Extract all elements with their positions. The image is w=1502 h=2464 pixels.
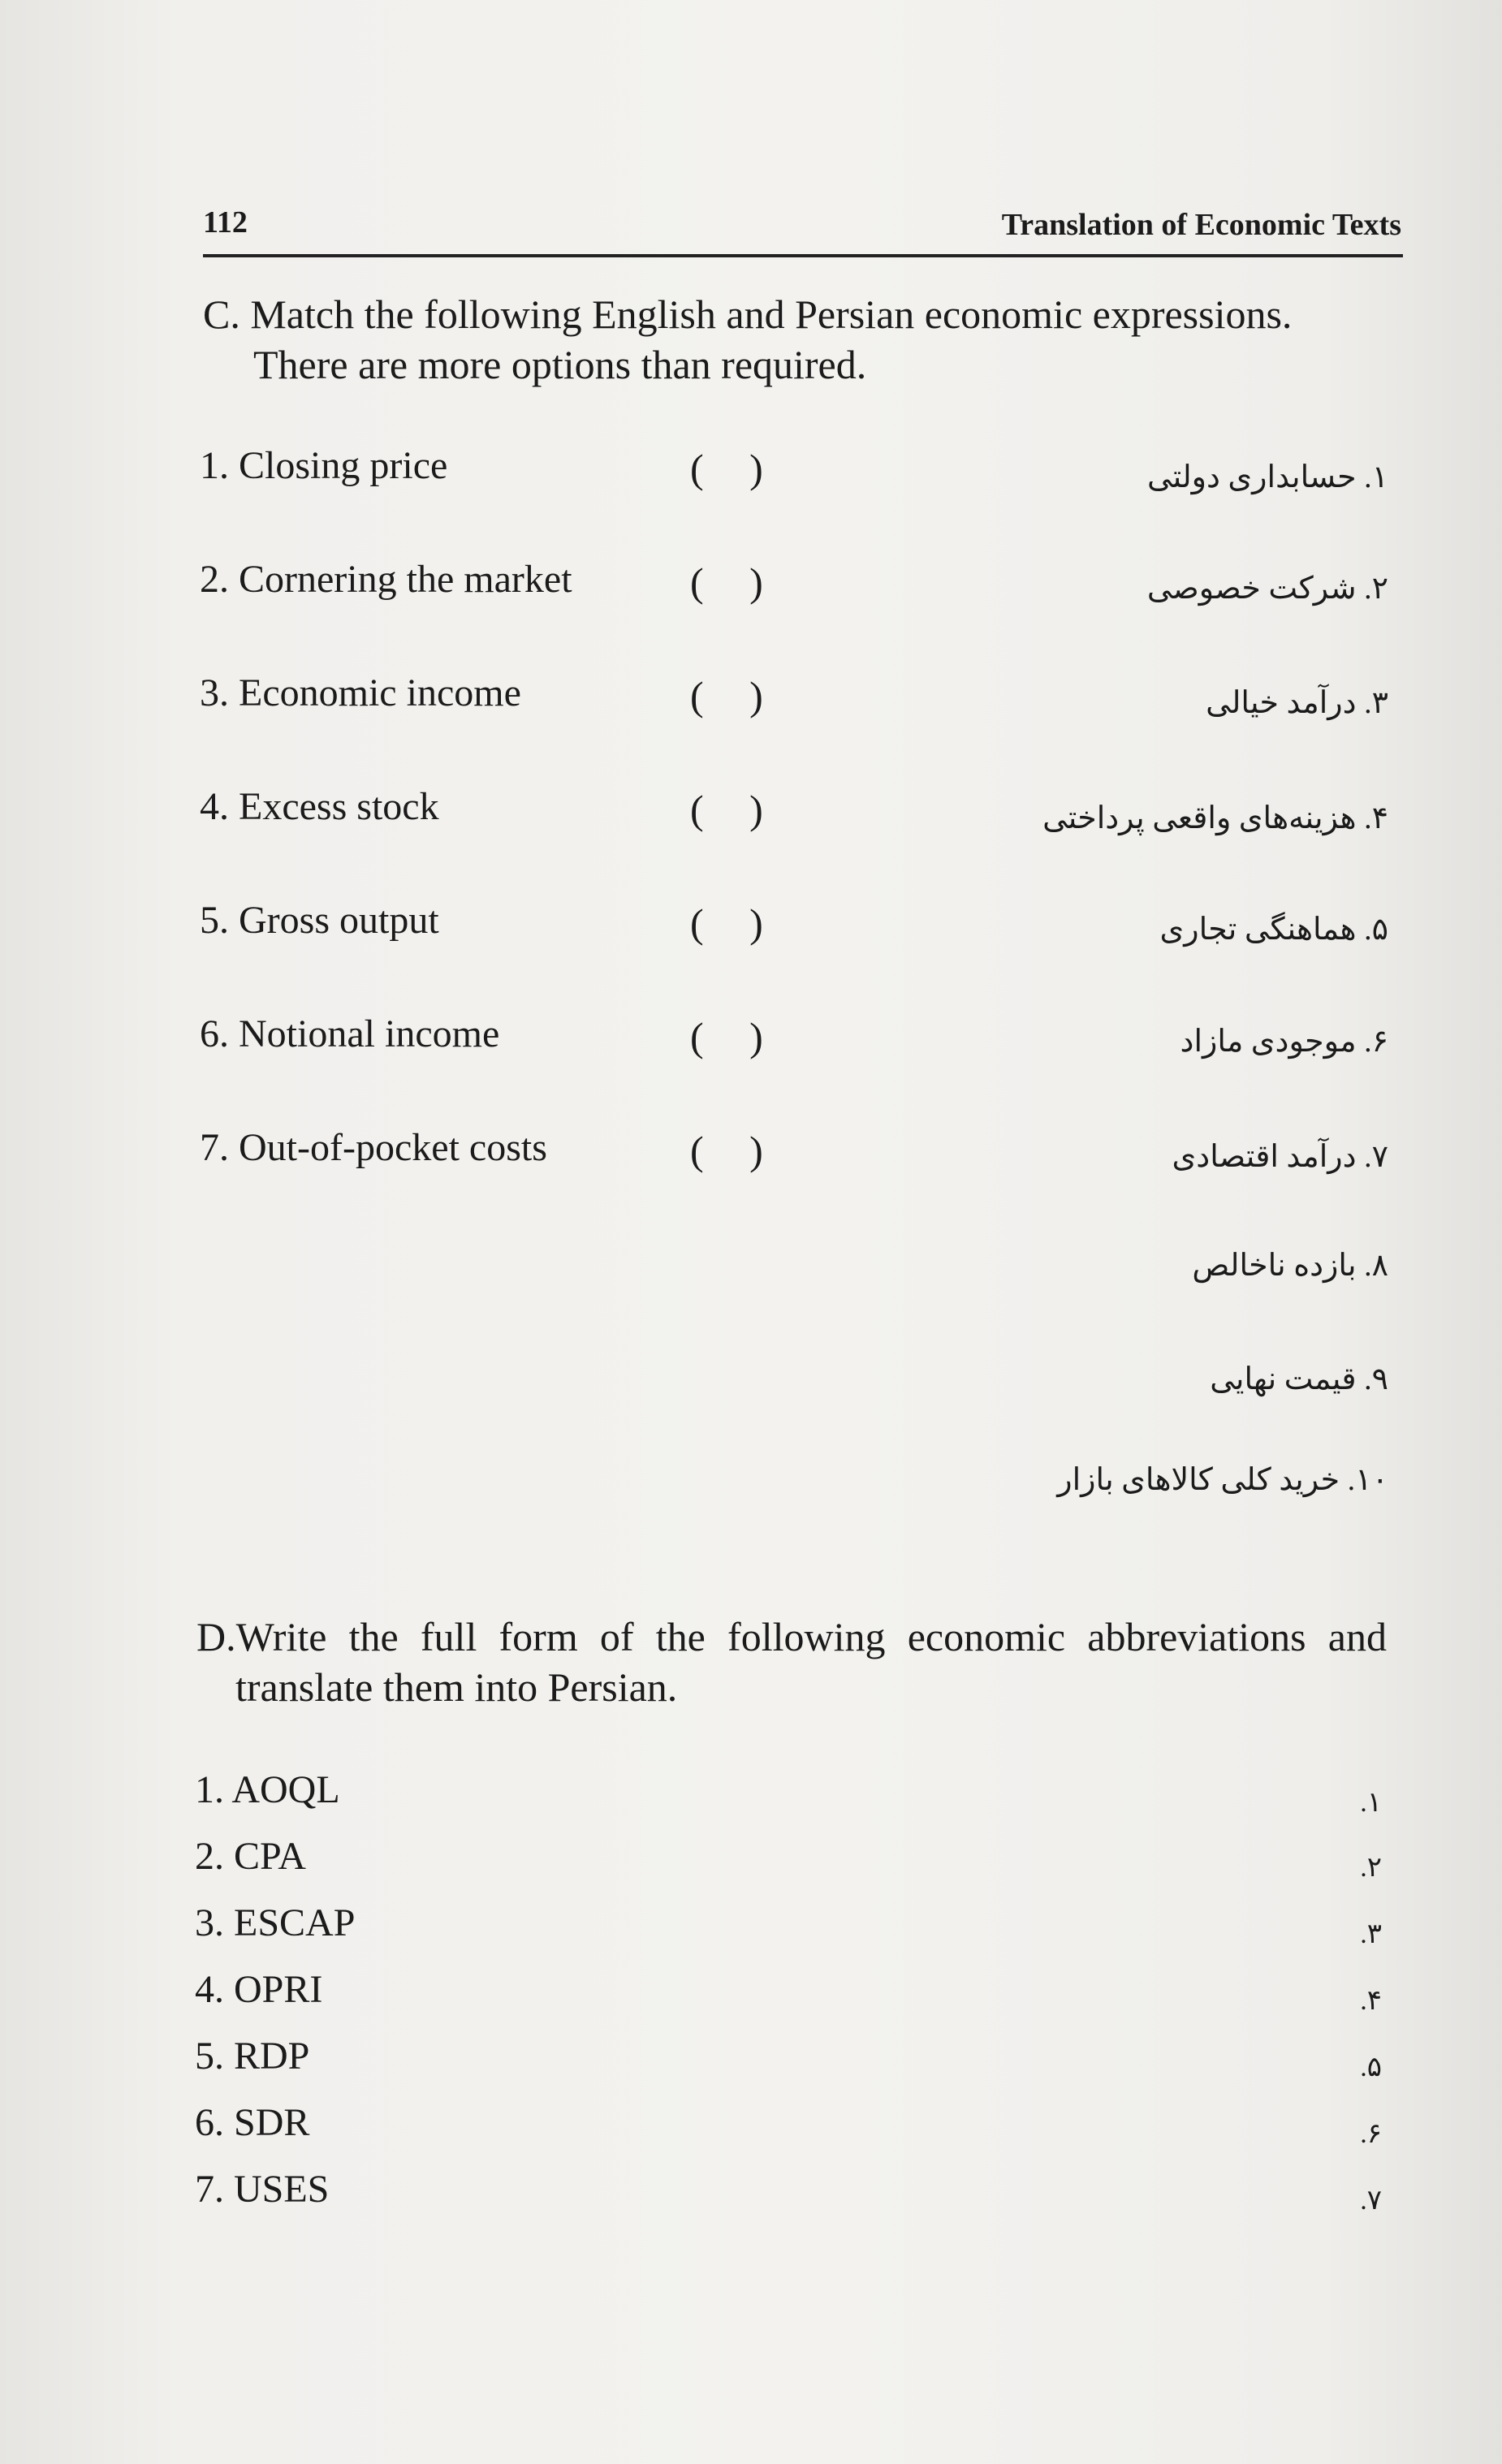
persian-option-2: ۲. شرکت خصوصی (1146, 572, 1388, 606)
page-number: 112 (203, 205, 248, 239)
persian-number-2: ۲. (1360, 1853, 1382, 1883)
abbreviation-3: 3. ESCAP (195, 1901, 356, 1944)
persian-option-3: ۳. درآمد خیالی (1206, 686, 1388, 720)
answer-blank-3: ( ) (690, 673, 781, 718)
persian-option-8: ۸. بازده ناخالص (1192, 1249, 1388, 1283)
section-d-instruction-line2: translate them into Persian. (235, 1664, 678, 1710)
persian-number-7: ۷. (1360, 2186, 1382, 2216)
section-c-instruction (203, 289, 1396, 390)
answer-blank-4: ( ) (690, 787, 781, 832)
match-term-2: 2. Cornering the market (200, 558, 572, 601)
match-term-5: 5. Gross output (200, 899, 439, 942)
abbreviation-5: 5. RDP (195, 2035, 310, 2078)
match-term-4: 4. Excess stock (200, 785, 439, 828)
persian-number-5: ۵. (1360, 2052, 1382, 2082)
abbreviation-2: 2. CPA (195, 1835, 306, 1878)
match-term-6: 6. Notional income (200, 1012, 500, 1055)
running-header-title: Translation of Economic Texts (1001, 208, 1401, 242)
persian-option-7: ۷. درآمد اقتصادی (1172, 1140, 1388, 1174)
persian-option-1: ۱. حسابداری دولتی (1146, 460, 1388, 494)
persian-option-6: ۶. موجودی مازاد (1180, 1025, 1388, 1059)
persian-option-10: ۱۰. خرید کلی کالاهای بازار (1057, 1463, 1388, 1497)
section-d-instruction (196, 1612, 1387, 1712)
match-term-1: 1. Closing price (200, 444, 448, 487)
answer-blank-2: ( ) (690, 559, 781, 605)
answer-blank-1: ( ) (690, 446, 781, 491)
match-term-7: 7. Out-of-pocket costs (200, 1126, 547, 1169)
section-c-instruction-line2: There are more options than required. (253, 342, 867, 387)
abbreviation-4: 4. OPRI (195, 1968, 323, 2011)
answer-blank-7: ( ) (690, 1128, 781, 1173)
match-term-3: 3. Economic income (200, 671, 521, 714)
header-rule (203, 254, 1403, 257)
persian-number-1: ۱. (1360, 1788, 1382, 1818)
abbreviation-6: 6. SDR (195, 2101, 310, 2144)
abbreviation-7: 7. USES (195, 2168, 330, 2211)
persian-number-6: ۶. (1360, 2119, 1382, 2149)
persian-number-4: ۴. (1360, 1986, 1382, 2016)
persian-option-9: ۹. قیمت نهایی (1210, 1362, 1388, 1396)
persian-option-5: ۵. هماهنگی تجاری (1159, 913, 1388, 947)
persian-number-3: ۳. (1360, 1919, 1382, 1949)
answer-blank-5: ( ) (690, 900, 781, 946)
answer-blank-6: ( ) (690, 1014, 781, 1059)
section-d-instruction-line1: D.Write the full form of the following economic abbreviations and (196, 1614, 1387, 1659)
section-c-instruction-line1: C. Match the following English and Persian economic expressions. (203, 291, 1293, 337)
abbreviation-1: 1. AOQL (195, 1768, 340, 1811)
persian-option-4: ۴. هزینه‌های واقعی پرداختی (1042, 801, 1388, 835)
